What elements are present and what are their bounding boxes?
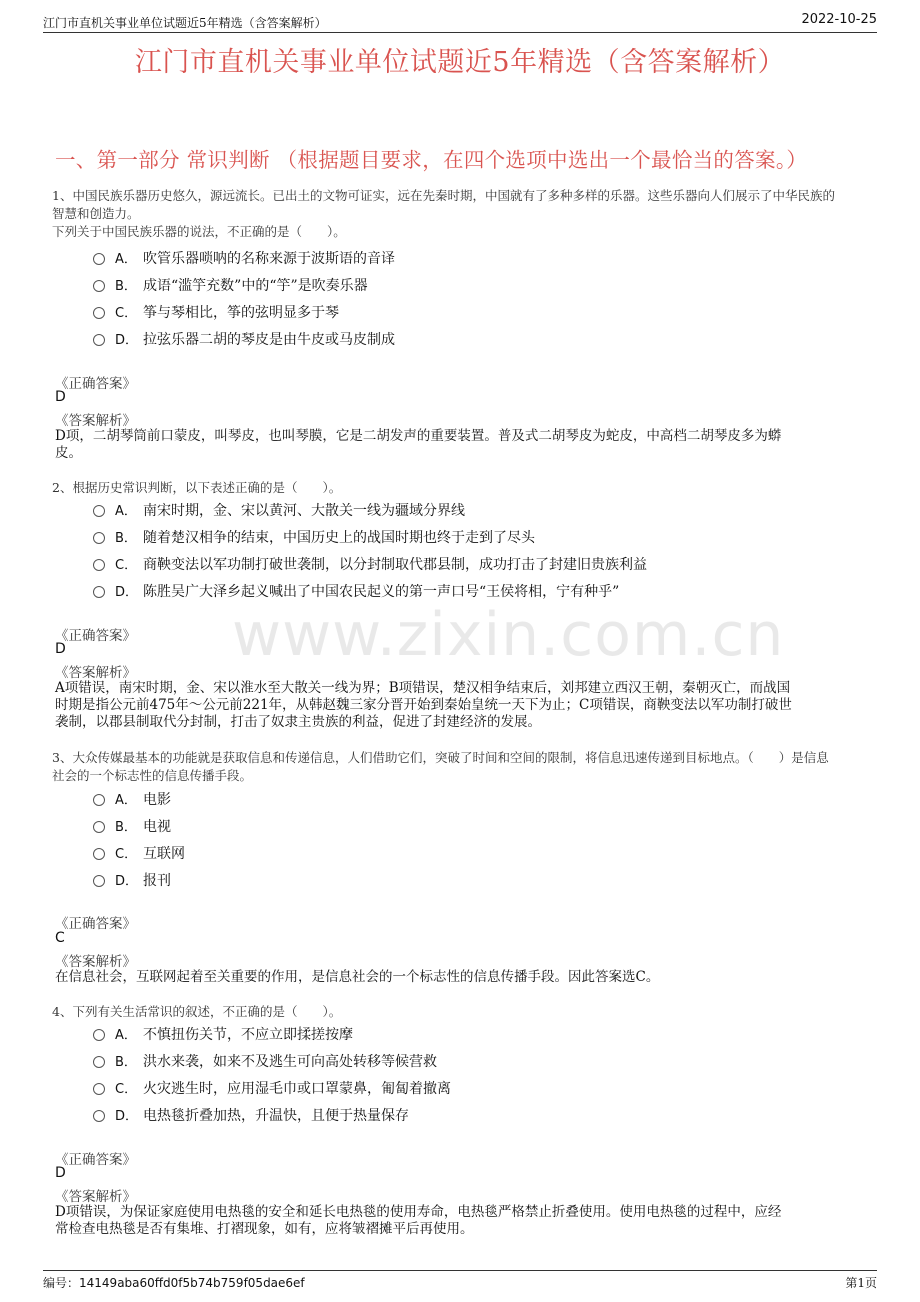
option-text: 火灾逃生时，应用湿毛巾或口罩蒙鼻，匍匐着撤离 <box>143 1081 451 1097</box>
stem-line: 社会的一个标志性的信息传播手段。 <box>52 768 253 783</box>
header-date: 2022-10-25 <box>801 12 877 27</box>
option-letter: B． <box>115 820 137 835</box>
option-text: 随着楚汉相争的结束，中国历史上的战国时期也终于走到了尽头 <box>143 530 535 546</box>
explain-line: D项，二胡琴筒前口蒙皮，叫琴皮，也叫琴膜，它是二胡发声的重要装置。普及式二胡琴皮为蛇皮，中高档二胡琴皮多为蟒 <box>55 428 782 444</box>
correct-answer-label: 《正确答案》 <box>55 628 136 644</box>
answer-explanation <box>55 969 865 986</box>
analysis-label: 《答案解析》 <box>55 665 136 681</box>
correct-answer-label: 《正确答案》 <box>55 376 136 392</box>
answer-explanation <box>55 1204 865 1238</box>
radio-icon[interactable] <box>93 821 105 833</box>
radio-icon[interactable] <box>93 334 105 346</box>
q1-option-c[interactable] <box>93 302 339 322</box>
q3-option-c[interactable] <box>93 843 185 863</box>
document-title: 江门市直机关事业单位试题近5年精选（含答案解析） <box>134 47 786 78</box>
analysis-label: 《答案解析》 <box>55 954 136 970</box>
radio-icon[interactable] <box>93 307 105 319</box>
option-text: 吹管乐器唢呐的名称来源于波斯语的音译 <box>143 251 395 267</box>
radio-icon[interactable] <box>93 532 105 544</box>
option-letter: C． <box>115 558 138 573</box>
q4-option-b[interactable] <box>93 1051 437 1071</box>
option-letter: C． <box>115 1082 138 1097</box>
q2-option-d[interactable] <box>93 581 619 601</box>
option-letter: D． <box>115 333 139 348</box>
option-text: 陈胜吴广大泽乡起义喊出了中国农民起义的第一声口号“王侯将相，宁有种乎” <box>143 584 620 600</box>
option-text: 南宋时期，金、宋以黄河、大散关一线为疆域分界线 <box>143 503 465 519</box>
stem-line: 1、中国民族乐器历史悠久，源远流长。已出土的文物可证实，远在先秦时期，中国就有了多种多样的乐器。这些乐器向人们展示了中华民族的 <box>52 188 835 203</box>
question-1-stem <box>52 187 872 241</box>
option-letter: D． <box>115 1109 139 1124</box>
answer-explanation <box>55 680 865 731</box>
document-code <box>43 1274 305 1291</box>
option-letter: B． <box>115 1055 137 1070</box>
stem-line: 2、根据历史常识判断，以下表述正确的是（ ）。 <box>52 480 342 495</box>
code-value: 14149aba60ffd0f5b74b759f05dae6ef <box>79 1276 305 1290</box>
stem-line: 下列关于中国民族乐器的说法，不正确的是（ ）。 <box>52 224 346 239</box>
option-letter: C． <box>115 847 138 862</box>
analysis-label: 《答案解析》 <box>55 413 136 429</box>
page-number: 第1页 <box>845 1276 877 1290</box>
q4-option-a[interactable] <box>93 1024 353 1044</box>
option-letter: A． <box>115 793 137 808</box>
radio-icon[interactable] <box>93 559 105 571</box>
radio-icon[interactable] <box>93 505 105 517</box>
explain-line: 在信息社会，互联网起着至关重要的作用，是信息社会的一个标志性的信息传播手段。因此答案选C。 <box>55 969 660 985</box>
stem-line: 智慧和创造力。 <box>52 206 140 221</box>
q1-option-a[interactable] <box>93 248 395 268</box>
question-3-stem <box>52 749 872 785</box>
option-text: 洪水来袭，如来不及逃生可向高处转移等候营救 <box>143 1054 437 1070</box>
option-text: 互联网 <box>143 846 185 862</box>
option-letter: A． <box>115 1028 137 1043</box>
radio-icon[interactable] <box>93 586 105 598</box>
stem-line: 3、大众传媒最基本的功能就是获取信息和传递信息，人们借助它们，突破了时间和空间的限制，将信息迅速传递到目标地点。（ ）是信息 <box>52 750 829 765</box>
q3-option-d[interactable] <box>93 870 171 890</box>
option-text: 筝与琴相比，筝的弦明显多于琴 <box>143 305 339 321</box>
radio-icon[interactable] <box>93 1110 105 1122</box>
option-letter: D． <box>115 585 139 600</box>
option-text: 拉弦乐器二胡的琴皮是由牛皮或马皮制成 <box>143 332 395 348</box>
option-text: 报刊 <box>143 873 171 889</box>
page-footer <box>43 1270 877 1291</box>
q4-option-d[interactable] <box>93 1105 409 1125</box>
correct-answer-label: 《正确答案》 <box>55 916 136 932</box>
answer-explanation <box>55 428 865 462</box>
option-text: 电视 <box>143 819 171 835</box>
q1-option-b[interactable] <box>93 275 368 295</box>
q3-option-a[interactable] <box>93 789 171 809</box>
q2-option-b[interactable] <box>93 527 535 547</box>
code-label: 编号： <box>43 1276 80 1290</box>
option-letter: A． <box>115 252 137 267</box>
correct-answer: D <box>55 641 66 657</box>
correct-answer: D <box>55 389 66 405</box>
radio-icon[interactable] <box>93 794 105 806</box>
radio-icon[interactable] <box>93 253 105 265</box>
header-doc-title: 江门市直机关事业单位试题近5年精选（含答案解析） <box>43 16 327 30</box>
stem-line: 4、下列有关生活常识的叙述，不正确的是（ ）。 <box>52 1004 342 1019</box>
q4-option-c[interactable] <box>93 1078 451 1098</box>
explain-line: 时期是指公元前475年～公元前221年，从韩赵魏三家分晋开始到秦始皇统一天下为止；C项错误，商鞅变法以军功制打破世 <box>55 697 792 713</box>
option-text: 电影 <box>143 792 171 808</box>
q1-option-d[interactable] <box>93 329 395 349</box>
option-text: 电热毯折叠加热，升温快，且便于热量保存 <box>143 1108 409 1124</box>
option-letter: C． <box>115 306 138 321</box>
watermark: www.zixin.com.cn <box>232 600 785 670</box>
option-text: 成语“滥竽充数”中的“竽”是吹奏乐器 <box>143 278 368 294</box>
explain-line: 袭制，以郡县制取代分封制，打击了奴隶主贵族的利益，促进了封建经济的发展。 <box>55 714 541 730</box>
option-text: 商鞅变法以军功制打破世袭制，以分封制取代郡县制，成功打击了封建旧贵族利益 <box>143 557 647 573</box>
option-letter: B． <box>115 279 137 294</box>
option-letter: A． <box>115 504 137 519</box>
radio-icon[interactable] <box>93 848 105 860</box>
correct-answer: C <box>55 930 65 946</box>
radio-icon[interactable] <box>93 1029 105 1041</box>
radio-icon[interactable] <box>93 1056 105 1068</box>
question-4-stem <box>52 1003 872 1021</box>
q2-option-c[interactable] <box>93 554 647 574</box>
explain-line: D项错误，为保证家庭使用电热毯的安全和延长电热毯的使用寿命，电热毯严格禁止折叠使用。使用电热毯的过程中，应经 <box>55 1204 782 1220</box>
radio-icon[interactable] <box>93 280 105 292</box>
q2-option-a[interactable] <box>93 500 465 520</box>
explain-line: A项错误，南宋时期，金、宋以淮水至大散关一线为界；B项错误，楚汉相争结束后，刘邦建立西汉王朝，秦朝灭亡，而战国 <box>55 680 791 696</box>
section-title: 一、第一部分 常识判断 （根据题目要求，在四个选项中选出一个最恰当的答案。） <box>55 148 808 172</box>
option-text: 不慎扭伤关节，不应立即揉搓按摩 <box>143 1027 353 1043</box>
correct-answer: D <box>55 1165 66 1181</box>
radio-icon[interactable] <box>93 1083 105 1095</box>
option-letter: D． <box>115 874 139 889</box>
q3-option-b[interactable] <box>93 816 171 836</box>
correct-answer-label: 《正确答案》 <box>55 1152 136 1168</box>
page-header <box>43 12 877 33</box>
explain-line: 皮。 <box>55 445 82 461</box>
option-letter: B． <box>115 531 137 546</box>
analysis-label: 《答案解析》 <box>55 1189 136 1205</box>
radio-icon[interactable] <box>93 875 105 887</box>
question-2-stem <box>52 479 872 497</box>
explain-line: 常检查电热毯是否有集堆、打褶现象，如有，应将皱褶摊平后再使用。 <box>55 1221 474 1237</box>
